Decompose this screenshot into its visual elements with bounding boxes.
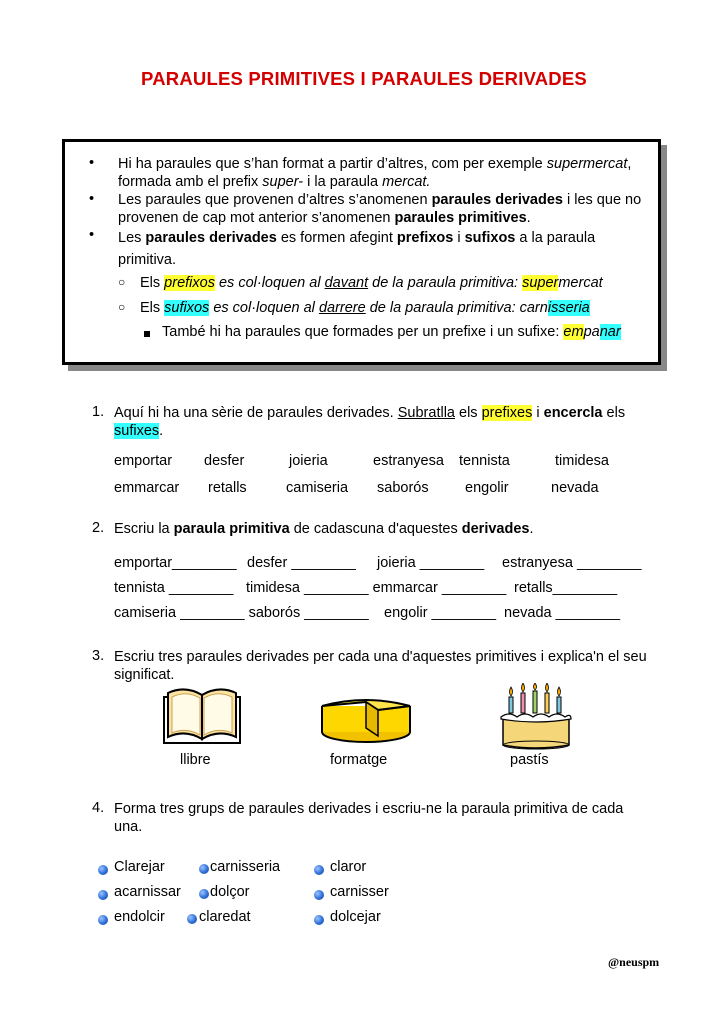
- cheese-icon: [318, 692, 414, 744]
- word-item: nevada: [551, 480, 599, 496]
- word-item: acarnissar: [114, 884, 181, 900]
- fill-blank-item[interactable]: engolir ________: [384, 605, 497, 621]
- fill-blank-item[interactable]: nevada ________: [504, 605, 621, 621]
- bold-term: sufixos: [464, 230, 516, 246]
- text: significat.: [114, 667, 175, 683]
- highlight-sufixos: sufixos: [164, 300, 210, 316]
- word-item: dolçor: [210, 884, 250, 900]
- word-item: Clarejar: [114, 859, 165, 875]
- word-item: retalls: [208, 480, 247, 496]
- word-item: carnisseria: [210, 859, 281, 875]
- word-item: carnisser: [330, 884, 389, 900]
- example-word: supermercat: [546, 156, 628, 172]
- text: de cadascuna d'aquestes: [289, 521, 462, 537]
- text: Aquí hi ha una sèrie de paraules derivades.: [114, 405, 398, 421]
- highlight-super: super: [522, 275, 559, 291]
- text: i la paraula: [303, 174, 383, 190]
- text: Forma tres grups de paraules derivades i escriu-ne la paraula primitiva de cada: [114, 801, 624, 817]
- blue-bullet-icon: [199, 889, 209, 899]
- text: Les: [118, 230, 146, 246]
- word-item: endolcir: [114, 909, 165, 925]
- example-prefix: super-: [262, 174, 304, 190]
- text: .: [529, 521, 534, 537]
- text: i: [453, 230, 465, 246]
- text: Els: [140, 300, 165, 316]
- text: Escriu tres paraules derivades per cada una d'aquestes primitives i explica'n el seu: [114, 649, 647, 665]
- sub-bullet-empanar: [162, 324, 621, 340]
- text: i les que no: [562, 192, 642, 208]
- question-number: 1.: [92, 404, 105, 420]
- word-item: dolcejar: [330, 909, 381, 925]
- text: provenen de cap mot anterior s’anomenen: [118, 210, 395, 226]
- blue-bullet-icon: [314, 915, 324, 925]
- text: de la paraula primitiva: car: [365, 300, 540, 316]
- text: els: [454, 405, 482, 421]
- image-label: pastís: [510, 752, 549, 768]
- circle-bullet-icon: ○: [118, 300, 126, 314]
- word-item: claror: [330, 859, 367, 875]
- highlight-isseria: isseria: [547, 300, 590, 316]
- underline-darrere: darrere: [318, 300, 366, 316]
- bold-term: paraula primitiva: [173, 521, 290, 537]
- text: els: [602, 405, 626, 421]
- text: formada amb el prefix: [118, 174, 263, 190]
- word-item: claredat: [199, 909, 251, 925]
- highlight-em: em: [563, 324, 584, 340]
- word-item: emmarcar: [114, 480, 180, 496]
- sub-bullet-prefixos: [140, 275, 603, 291]
- fill-blank-item[interactable]: retalls________: [514, 580, 618, 596]
- highlight-nar: nar: [599, 324, 621, 340]
- image-label: formatge: [330, 752, 388, 768]
- bold-term: prefixos: [396, 230, 454, 246]
- text: ,: [627, 156, 632, 172]
- question-number: 2.: [92, 520, 105, 536]
- fill-blank-item[interactable]: camiseria ________ saborós ________: [114, 605, 369, 621]
- text: primitiva.: [118, 252, 177, 268]
- text: També hi ha paraules que formades per un prefixe i un sufixe:: [162, 324, 564, 340]
- fill-blank-item[interactable]: estranyesa ________: [502, 555, 642, 571]
- question-number: 4.: [92, 800, 105, 816]
- text: es col·loquen al: [209, 300, 319, 316]
- bullet-dot: •: [89, 155, 95, 171]
- info-bullet-2: [118, 191, 658, 227]
- blue-bullet-icon: [314, 865, 324, 875]
- blue-bullet-icon: [98, 865, 108, 875]
- text: es formen afegint: [276, 230, 397, 246]
- highlight-sufixes: sufixes: [114, 423, 160, 439]
- page-title: PARAULES PRIMITIVES I PARAULES DERIVADES: [141, 68, 587, 89]
- bold-term: derivades: [461, 521, 530, 537]
- book-icon: [160, 687, 244, 747]
- highlight-prefixes: prefixes: [481, 405, 533, 421]
- text: Hi ha paraules que s’han format a partir d’altres, com per exemple: [118, 156, 547, 172]
- word-item: estranyesa: [373, 453, 444, 469]
- text: Els: [140, 275, 165, 291]
- text: pa: [583, 324, 600, 340]
- question-2-text: [114, 520, 674, 538]
- bold-term: paraules derivades: [145, 230, 277, 246]
- word-item: camiseria: [286, 480, 349, 496]
- bullet-dot: •: [89, 227, 95, 243]
- underline-davant: davant: [324, 275, 369, 291]
- text: mercat: [558, 275, 603, 291]
- blue-bullet-icon: [199, 864, 209, 874]
- sub-bullet-sufixos: [140, 300, 590, 316]
- info-bullet-3: [118, 227, 658, 271]
- text: una.: [114, 819, 143, 835]
- fill-blank-item[interactable]: desfer ________: [247, 555, 356, 571]
- word-item: emportar: [114, 453, 173, 469]
- blue-bullet-icon: [98, 915, 108, 925]
- word-item: tennista: [459, 453, 510, 469]
- bold-encercla: encercla: [543, 405, 603, 421]
- question-4-text: [114, 800, 674, 836]
- text: a la paraula: [515, 230, 596, 246]
- blue-bullet-icon: [98, 890, 108, 900]
- author-tag: @neuspm: [608, 955, 660, 969]
- word-item: desfer: [204, 453, 245, 469]
- underline-subratlla: Subratlla: [397, 405, 455, 421]
- question-1-text: [114, 404, 674, 440]
- question-3-text: [114, 648, 674, 684]
- text: de la paraula primitiva:: [368, 275, 523, 291]
- fill-blank-item[interactable]: joieria ________: [377, 555, 485, 571]
- fill-blank-item[interactable]: emportar________: [114, 555, 237, 571]
- fill-blank-item[interactable]: timidesa ________ emmarcar ________: [246, 580, 507, 596]
- blue-bullet-icon: [314, 890, 324, 900]
- bold-term: paraules primitives: [394, 210, 527, 226]
- highlight-prefixos: prefixos: [164, 275, 215, 291]
- blue-bullet-icon: [187, 914, 197, 924]
- text: .: [526, 210, 531, 226]
- question-number: 3.: [92, 648, 105, 664]
- info-bullet-1: [118, 155, 658, 191]
- text: .: [159, 423, 164, 439]
- text: Escriu la: [114, 521, 174, 537]
- cake-icon: [497, 683, 575, 751]
- example-word: mercat.: [382, 174, 431, 190]
- fill-blank-item[interactable]: tennista ________: [114, 580, 234, 596]
- word-item: joieria: [289, 453, 328, 469]
- square-bullet-icon: [144, 331, 150, 337]
- text: n: [539, 300, 548, 316]
- text: es col·loquen al: [214, 275, 325, 291]
- bullet-dot: •: [89, 191, 95, 207]
- bold-term: paraules derivades: [431, 192, 563, 208]
- text: Les paraules que provenen d’altres s’anomenen: [118, 192, 432, 208]
- word-item: engolir: [465, 480, 509, 496]
- word-item: timidesa: [555, 453, 609, 469]
- text: i: [532, 405, 544, 421]
- word-item: saborós: [377, 480, 429, 496]
- image-label: llibre: [180, 752, 211, 768]
- circle-bullet-icon: ○: [118, 275, 126, 289]
